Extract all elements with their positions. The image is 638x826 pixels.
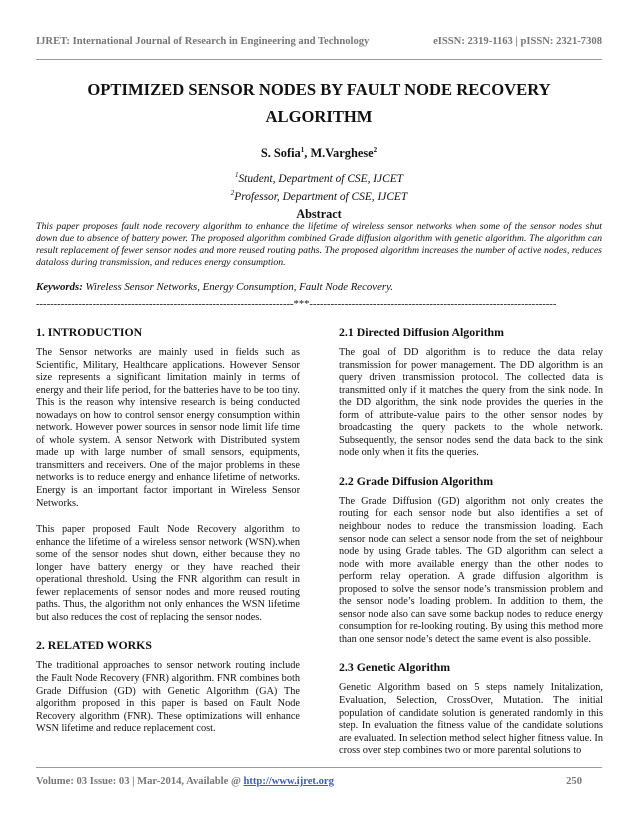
left-column (36, 325, 300, 750)
affiliation-2-text: Professor, Department of CSE, IJCET (234, 190, 408, 203)
abstract-heading: Abstract (296, 207, 342, 221)
heading-grade-diffusion: 2.2 Grade Diffusion Algorithm (339, 473, 494, 488)
heading-directed-diffusion: 2.1 Directed Diffusion Algorithm (339, 325, 504, 339)
footer-info (36, 776, 334, 790)
footer-volume: Volume: 03 Issue: 03 | Mar-2014, Available @ (36, 776, 244, 787)
affiliation-2 (36, 186, 602, 204)
affiliation-2-sup: 2 (230, 188, 235, 197)
author-separator: , (304, 146, 311, 161)
author-2-sup: 2 (373, 146, 378, 154)
title-line-1: OPTIMIZED SENSOR NODES BY FAULT NODE RECOVERY (87, 80, 551, 99)
intro-paragraph-2: This paper proposed Fault Node Recovery algorithm to enhance the lifetime of a wireless sensor network (WSN).when some of the sensor nodes shut down, either because they no longer have battery energy or they have reached their operational threshold. Using the FNR algorithm can result in fewer replacements of sensor nodes and more reused routing paths. Thus, the algorithm not only enhances the WSN lifetime but also reduces the cost of replacing the sensor nodes. (36, 524, 300, 623)
heading-genetic-algorithm: 2.3 Genetic Algorithm (339, 660, 451, 675)
journal-link[interactable]: http://www.ijret.org (243, 776, 334, 787)
header-rule (36, 59, 602, 60)
author-list (36, 146, 602, 161)
page-number: 250 (566, 776, 582, 787)
keywords-label: Keywords: (36, 281, 83, 293)
author-1: S. Sofia (260, 146, 301, 161)
author-1-sup: 1 (300, 146, 305, 154)
author-2: M.Varghese (310, 146, 374, 161)
abstract-text: This paper proposes fault node recovery algorithm to enhance the lifetime of wireless sensor networks when some of the sensor nodes shut down due to absence of battery power. The proposed algorithm combined Grade diffusion algorithm with genetic algorithm. The algorithm can result replacement of fewer sensor nodes and more reused routing paths. The proposed algorithm increases the number of active nodes, reduces dataloss during transmission, and reduces energy consumption. (36, 221, 602, 269)
right-column (339, 325, 603, 772)
section-separator: -------------------------------------------------------------------------***---------------------------------------------------------------------- (36, 299, 557, 310)
affiliation-1-sup: 1 (234, 171, 239, 179)
journal-name: IJRET: International Journal of Research in Engineering and Technology (36, 36, 370, 47)
issn-info: eISSN: 2319-1163 | pISSN: 2321-7308 (433, 36, 602, 47)
gd-paragraph-1: The Grade Diffusion (GD) algorithm not only creates the routing for each sensor node but also identifies a set of neighbour nodes to reduce the transmission loading. Each sensor node can select a sensor node from the set of neighbour node by using Grade tables. The GD algorithm can select a node with more available energy than the other nodes to perform relay operation. A grade diffusion algorithm is proposed to solve the sensor node’s transmission problem and the sensor node’s loading problem. In addition to them, the sensor node also can save some backup nodes to reduce energy consumption for re-looking routing. By using this method more than one sensor node’s detect the same event is also possible. (339, 495, 603, 645)
ga-paragraph-1: Genetic Algorithm based on 5 steps namely Initalization, Evaluation, Selection, CrossOver, Mutation. The initial population of candidate solution is generated randomly in this step. In evaluation the fitness value of the candidate solutions are evaluated. In selection method select higher fitness value. In cross over step combines two or more parental solutions to (339, 682, 603, 757)
title-line-2: ALGORITHM (265, 107, 373, 126)
dd-paragraph-1: The goal of DD algorithm is to reduce the data relay transmission for power management. The DD algorithm is an query driven transmission protocol. The collected data is transmitted only if it matches the query from the sink node. In the DD algorithm, the sink node provides the queries in the form of attribute-value pairs to the other sensor nodes by broadcasting the query packets to the whole network. Subsequently, the sensor nodes send the data back to the sink node only when it fits the queries. (339, 347, 603, 459)
paper-title (36, 76, 602, 130)
affiliation-1 (36, 168, 602, 186)
intro-paragraph-1: The Sensor networks are mainly used in fields such as Scientific, Military, Healthcare applications. However Sensor size represents a significant limitation mainly in terms of energy and their life period, for the batteries have to be too tiny. This is the reason why intensive research is being conducted nowadays on how to control sensor energy consumption within network. However power sources in sensor node limit life time of whole system. A sensor Network with Distributed system made up with large number of small sensors, equipments, transmitters and receivers. One of the major problems in these networks is to reduce energy and enhance lifetime of networks. Energy is an important factor important in Wireless Sensor Networks. (36, 347, 300, 509)
running-header (36, 36, 602, 52)
footer-rule (36, 767, 602, 768)
affiliation-1-text: Student, Department of CSE, IJCET (238, 172, 403, 185)
heading-related-works: 2. RELATED WORKS (36, 638, 152, 653)
running-footer (36, 776, 602, 790)
affiliations (36, 168, 602, 204)
keywords-text: Wireless Sensor Networks, Energy Consumption, Fault Node Recovery. (82, 281, 393, 293)
related-paragraph-1: The traditional approaches to sensor network routing include the Fault Node Recovery (FNR) algorithm. FNR combines both Grade Diffusion (GD) with Genetic Algorithm (GA) The algorithm proposed in this paper is based on Fault Node Recovery algorithm (FNR). These optimizations will enhance WSN lifetime and reduce replacement cost. (36, 660, 300, 735)
keywords (36, 281, 602, 293)
heading-introduction: 1. INTRODUCTION (36, 325, 143, 339)
